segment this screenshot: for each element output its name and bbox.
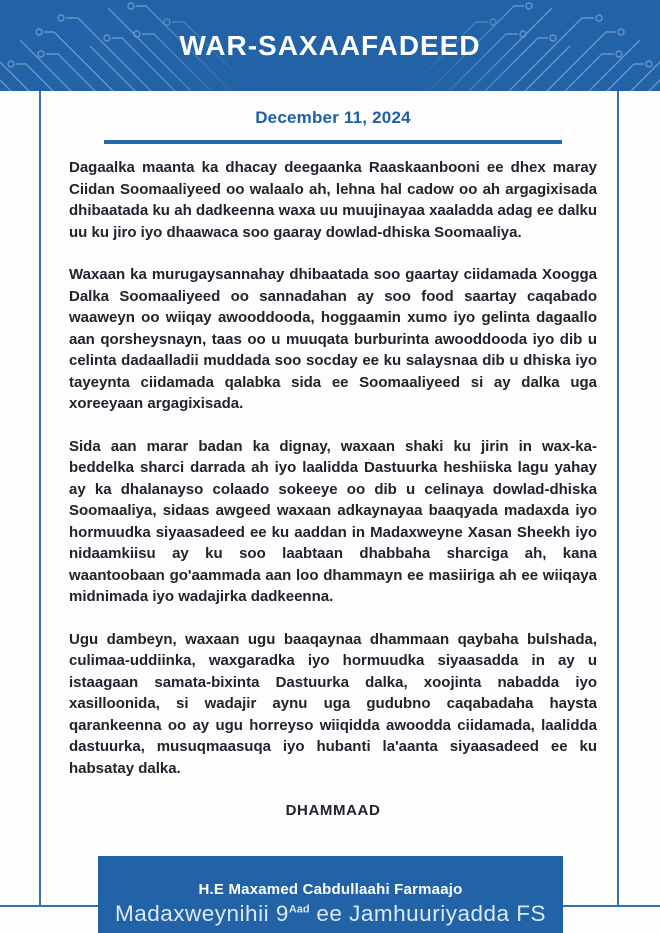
paragraph-4: Ugu dambeyn, waxaan ugu baaqaynaa dhammaan qaybaha bulshada, culimaa-uddiinka, waxgaradka iyo hormuudka siyaasadda in ay u istaagaan samata-bixinta Dastuurka dalka, xoojinta nabadda iyo xasilloonida, si wadajir aynu uga gudubno caqabadaha haysta qarankeenna oo ay ugu horreyso wiiqidda awoodda ciidamada, laalidda dastuurka, musuqmaasuqa iyo hubanti la'aanta siyaasadeed ee ku habsatay dalka. xyxy=(69,630,597,777)
left-frame-line xyxy=(39,91,41,906)
paragraphs-block xyxy=(69,157,597,779)
paragraph-3: Sida aan marar badan ka dignay, waxaan shaki ku jirin in wax-ka-beddelka sharci darrada ah iyo laalidda Dastuurka heshiiska lagu yahay ay ka dhalanayso colaado sokeeye oo dib u celinaya dowlad-dhiska Soomaaliya, sidaas awgeed waxaan adkaynayaa baaqyada madaxda iyo hormuudka siyaasadeed ee ku aaddan in Madaxweyne Xasan Sheekh iyo nidaamkiisu ay ku soo laabtaan dhabbaha sharciga ah, kana waantoobaan go'aammada aan loo dhammayn ee masiiriga ah ee wiiqaya midnimada iyo wadajirka dadkeenna. xyxy=(69,437,597,605)
signatory-title-suffix: ee Jamhuuriyadda FS xyxy=(309,901,546,926)
signatory-title-prefix: Madaxweynihii 9 xyxy=(115,901,289,926)
date-underline xyxy=(104,140,562,144)
right-frame-line xyxy=(617,91,619,906)
date-label: December 11, 2024 xyxy=(255,108,411,127)
header-banner xyxy=(0,0,660,91)
end-label: DHAMMAAD xyxy=(285,802,381,819)
page-title: WAR-SAXAAFADEED xyxy=(179,29,481,61)
paragraph-2: Waxaan ka murugaysannahay dhibaatada soo gaartay ciidamada Xoogga Dalka Soomaaliyeed oo sannadahan ay soo food saartay caqabado waaweyn oo wiiqay awooddooda, hoggaamin xumo iyo gelinta dagaallo aan qorsheysnayn, taas oo u muuqata burburinta awooddooda iyo dib u celinta dadaalladii muddada soo socday ee ku salaysnaa dib u dhiska iyo tayeynta ciidamada qalabka sida ee Soomaaliyeed si ay dalka uga xoreeyaan argagixisada. xyxy=(69,266,597,412)
signatory-name: H.E Maxamed Cabdullaahi Farmaajo xyxy=(198,881,463,898)
document-body xyxy=(69,108,597,819)
signatory-title-superscript: Aad xyxy=(288,903,310,916)
signature-card xyxy=(98,856,563,933)
signatory-title xyxy=(115,901,546,927)
paragraph-1: Dagaalka maanta ka dhacay deegaanka Raaskaanbooni ee dhex maray Ciidan Soomaaliyeed oo walaalo ah, lehna hal cadow oo ah argagixisada dhibaatada ku ah dadkeenna waxa uu muujinayaa xaaladda adag ee dalku uu ku jiro iyo dhaawaca soo gaaray dowlad-dhiska Soomaaliya. xyxy=(69,159,597,241)
